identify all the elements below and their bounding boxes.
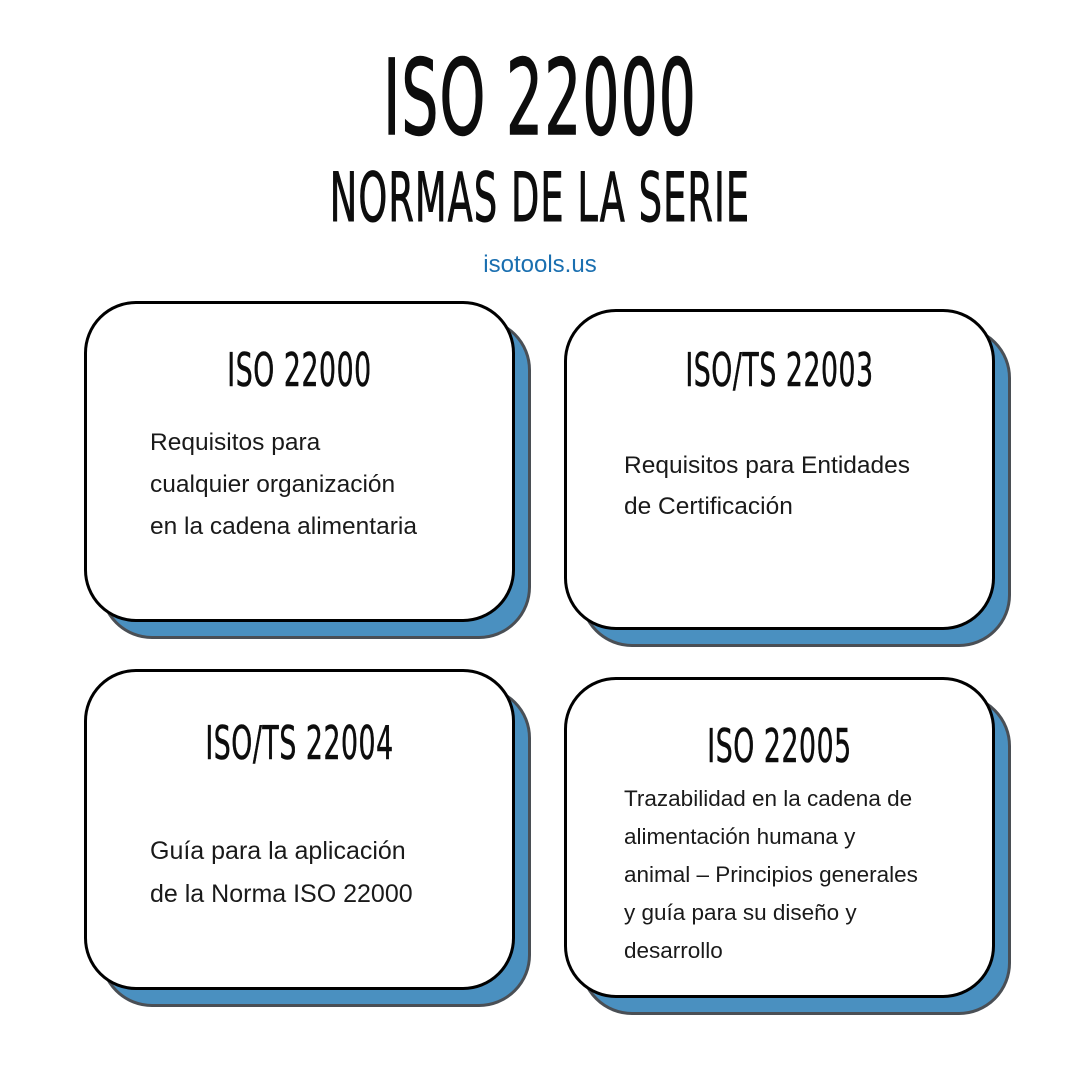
description-line: cualquier organización [150,471,396,498]
description-line: de Certificación [624,493,793,520]
description-line: Guía para la aplicación [150,837,406,865]
card-face [84,669,515,990]
description-line: Requisitos para Entidades [624,452,911,479]
card-title: ISO/TS 22003 [685,343,874,397]
card-title: ISO 22005 [707,719,852,773]
card-iso-22000 [84,301,515,622]
description-line: y guía para su diseño y [624,900,857,925]
card-description [624,445,910,527]
description-line: alimentación humana y [624,824,856,849]
card-iso-22005 [564,677,995,998]
card-title: ISO/TS 22004 [205,716,394,770]
card-description [150,422,417,548]
description-line: animal – Principios generales [624,862,918,887]
description-line: desarrollo [624,938,723,963]
description-line: Requisitos para [150,429,321,456]
description-line: de la Norma ISO 22000 [150,880,413,908]
description-line: en la cadena alimentaria [150,513,417,540]
site-link[interactable]: isotools.us [483,251,597,278]
card-iso-ts-22004 [84,669,515,990]
card-face [84,301,515,622]
card-face [564,677,995,998]
description-line: Trazabilidad en la cadena de [624,786,913,811]
card-iso-ts-22003 [564,309,995,630]
subtitle: NORMAS DE LA SERIE [329,159,751,238]
main-title: ISO 22000 [383,37,697,159]
card-title: ISO 22000 [227,343,372,397]
card-face [564,309,995,630]
card-description [624,780,918,970]
card-description [150,830,413,916]
